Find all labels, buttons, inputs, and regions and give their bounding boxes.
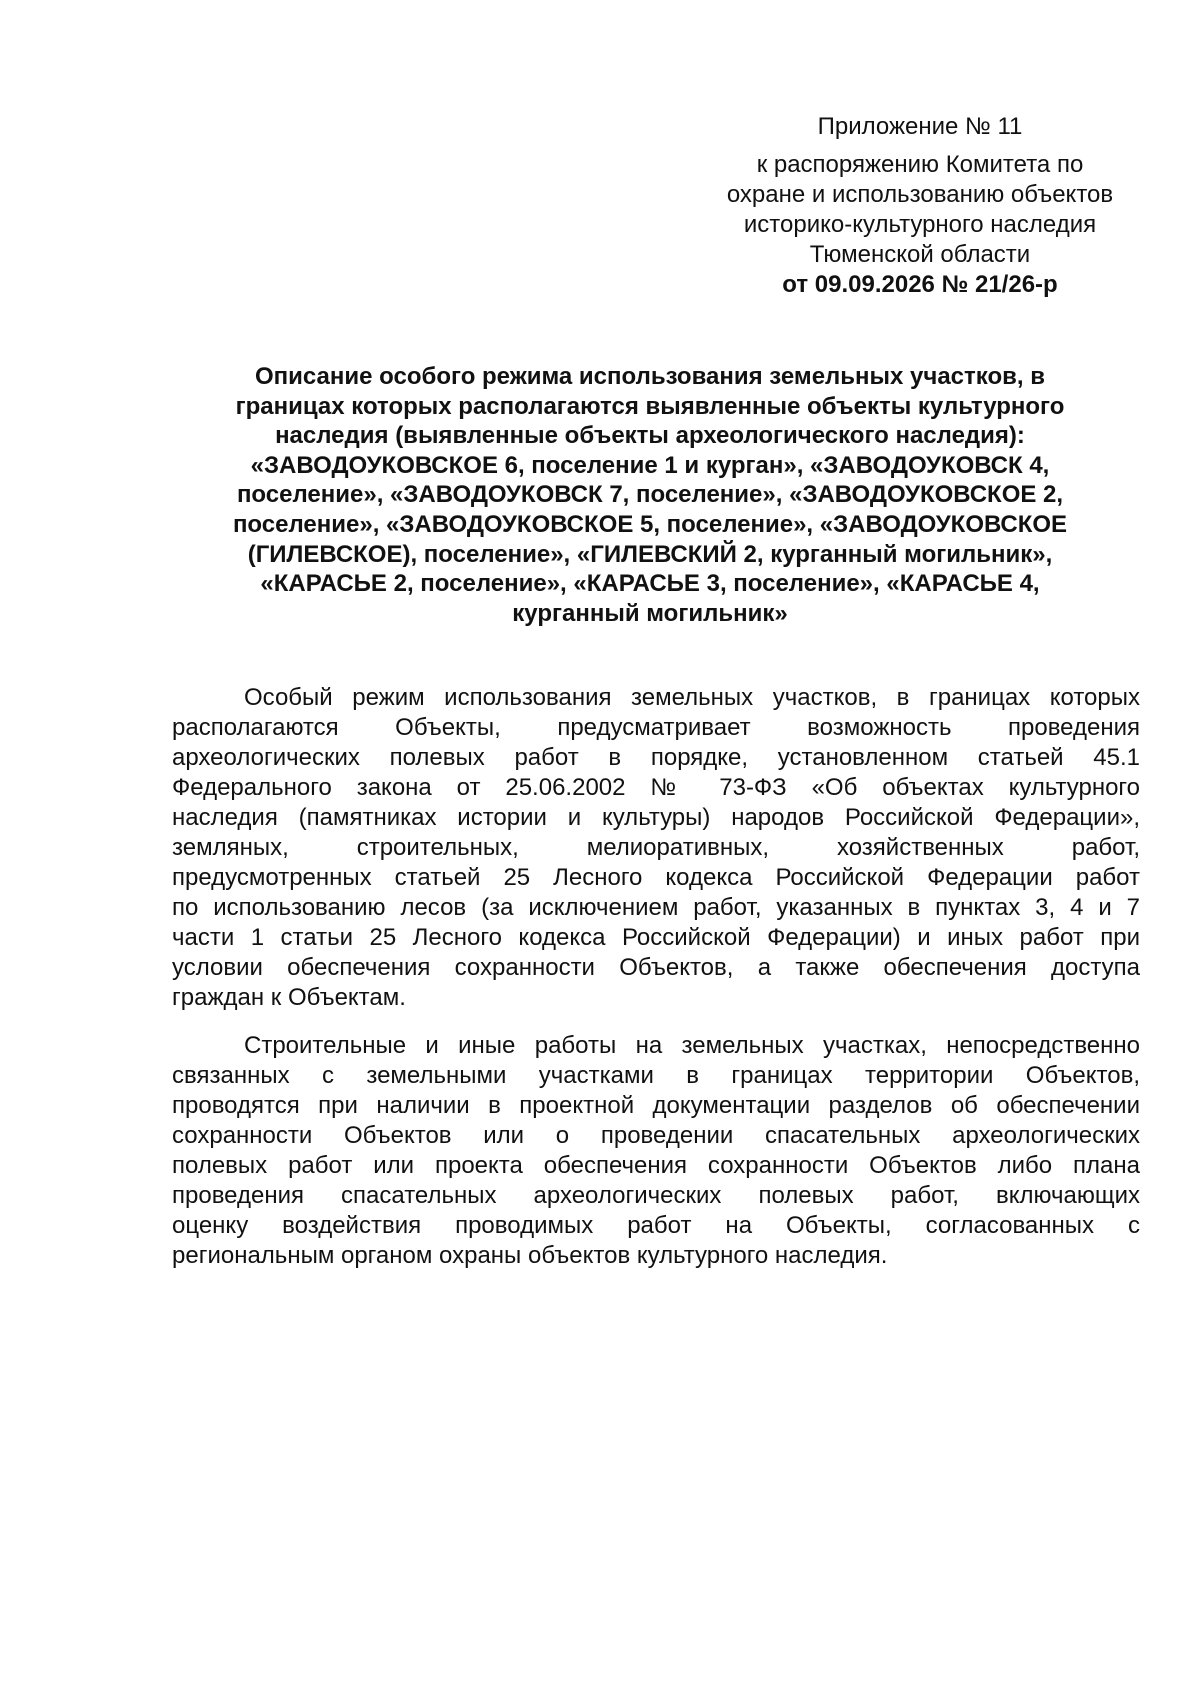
appendix-line: к распоряжению Комитета по (756, 151, 1084, 178)
document-body (172, 683, 1140, 1289)
title-line: поселение», «ЗАВОДОУКОВСК 7, поселение», «ЗАВОДОУКОВСКОЕ 2, (236, 481, 1064, 509)
title-line: «КАРАСЬЕ 2, поселение», «КАРАСЬЕ 3, поселение», «КАРАСЬЕ 4, (260, 570, 1040, 598)
paragraph-line: проводятся при наличии в проектной документации разделов об обеспечении (172, 1092, 1140, 1119)
paragraph-line: наследия (памятниках истории и культуры) народов Российской Федерации», (172, 804, 1140, 831)
title-line: «ЗАВОДОУКОВСКОЕ 6, поселение 1 и курган», «ЗАВОДОУКОВСК 4, (250, 451, 1050, 479)
paragraph-line: региональным органом охраны объектов культурного наследия. (172, 1242, 888, 1269)
body-paragraph-special-regime (172, 683, 1140, 1013)
appendix-line: историко-культурного наследия (743, 211, 1097, 238)
paragraph-line: проведения спасательных археологических полевых работ, включающих (172, 1182, 1140, 1209)
paragraph-line: связанных с земельными участками в границах территории Объектов, (172, 1062, 1140, 1089)
appendix-number: Приложение № 11 (817, 113, 1023, 140)
appendix-line: Тюменской области (809, 241, 1031, 268)
title-line: (ГИЛЕВСКОЕ), поселение», «ГИЛЕВСКИЙ 2, курганный могильник», (247, 540, 1053, 568)
paragraph-line: земляных, строительных, мелиоративных, хозяйственных работ, (172, 834, 1140, 861)
paragraph-line: граждан к Объектам. (172, 984, 406, 1011)
paragraph-line: части 1 статьи 25 Лесного кодекса Российской Федерации) и иных работ при (172, 924, 1140, 951)
title-line: Описание особого режима использования земельных участков, в (255, 363, 1045, 390)
appendix-date: от 09.09.2026 № 21/26-р (782, 271, 1058, 298)
paragraph-line: располагаются Объекты, предусматривает возможность проведения (172, 714, 1140, 741)
body-paragraph-construction-works (172, 1031, 1140, 1271)
appendix-header (690, 112, 1150, 300)
paragraph-line: сохранности Объектов или о проведении спасательных археологических (172, 1122, 1140, 1149)
paragraph-line: Особый режим использования земельных участков, в границах которых (244, 684, 1140, 711)
paragraph-line: оценку воздействия проводимых работ на Объекты, согласованных с (172, 1212, 1140, 1239)
document-title (180, 362, 1120, 628)
paragraph-line: полевых работ или проекта обеспечения сохранности Объектов либо плана (172, 1152, 1140, 1179)
paragraph-line: Строительные и иные работы на земельных участках, непосредственно (244, 1032, 1140, 1059)
paragraph-line: предусмотренных статьей 25 Лесного кодекса Российской Федерации работ (172, 864, 1140, 891)
paragraph-line: условии обеспечения сохранности Объектов, а также обеспечения доступа (172, 954, 1140, 981)
title-line: границах которых располагаются выявленные объекты культурного (235, 392, 1065, 420)
title-line: курганный могильник» (512, 599, 788, 627)
paragraph-line: Федерального закона от 25.06.2002 № 73-ФЗ «Об объектах культурного (172, 774, 1140, 801)
title-line: наследия (выявленные объекты археологического наследия): (275, 422, 1025, 450)
appendix-line: охране и использованию объектов (726, 181, 1114, 208)
paragraph-line: археологических полевых работ в порядке, установленном статьей 45.1 (172, 744, 1140, 771)
title-line: поселение», «ЗАВОДОУКОВСКОЕ 5, поселение», «ЗАВОДОУКОВСКОЕ (232, 510, 1068, 538)
paragraph-line: по использованию лесов (за исключением работ, указанных в пунктах 3, 4 и 7 (172, 894, 1140, 921)
